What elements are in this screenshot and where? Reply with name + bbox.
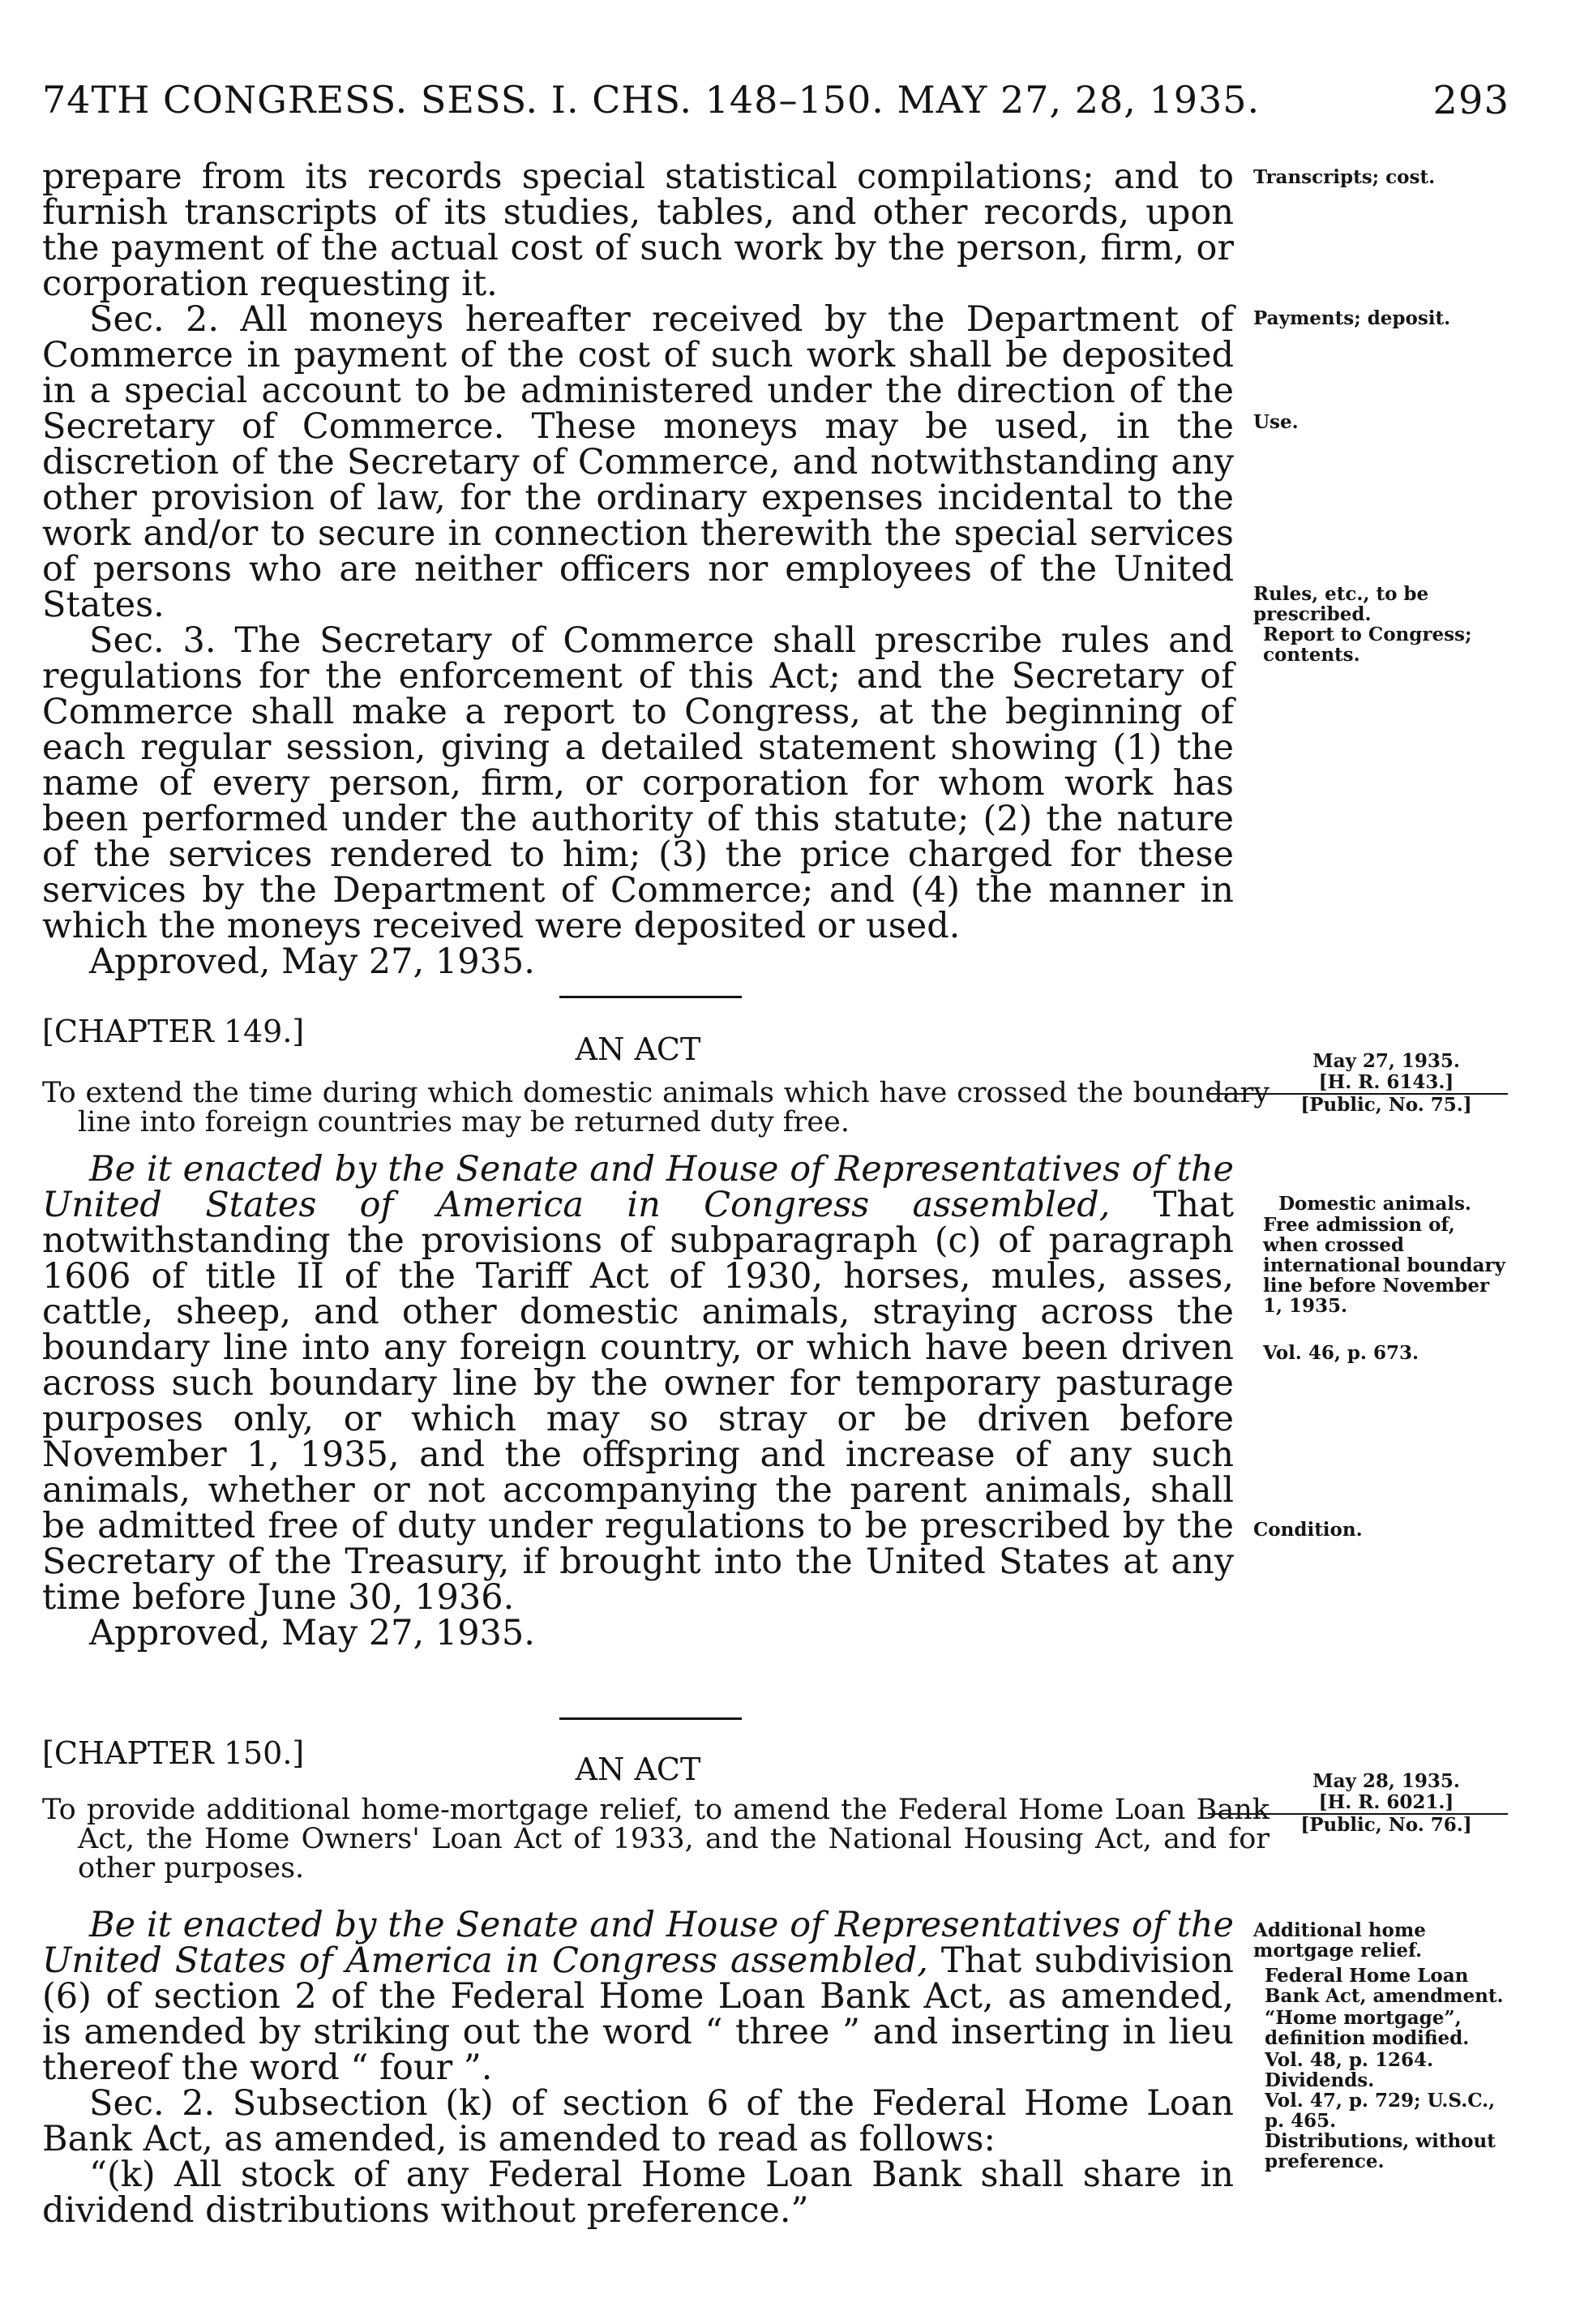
margin-note-dividends: Dividends. [1265, 2069, 1375, 2091]
chapter-150-title: To provide additional home-mortgage relief, to amend the Federal Home Loan Bank Act, the Home Owners' Loan Act of 1933, and the National Housing Act, and for other purposes. [42, 1794, 1270, 1884]
margin-note-additional-relief: Additional home mortgage relief. [1253, 1919, 1426, 1962]
chapter-150-date: May 28, 1935. [1312, 1770, 1460, 1792]
chapter-149-public-number: [Public, No. 75.] [1300, 1094, 1472, 1116]
chapter-150-body [42, 1905, 1234, 2231]
section-text-continued [42, 159, 1234, 980]
margin-note-home-mortgage: “Home mortgage”, definition modified. [1265, 2007, 1470, 2049]
chapter-150-act-heading: AN ACT [575, 1752, 701, 1787]
chapter-150-rule [559, 1717, 742, 1720]
chapter-150-sec-2: Sec. 2. Subsection (k) of section 6 of the Federal Home Loan Bank Act, as amended, is amended to read as follows: [42, 2083, 1234, 2159]
chapter-150-quoted-subsection: “(k) All stock of any Federal Home Loan Bank shall share in dividend distributions without preference.” [42, 2155, 1234, 2231]
chapter-149-title: To extend the time during which domestic animals which have crossed the boundary line into foreign countries may be returned duty free. [42, 1077, 1270, 1138]
margin-note-free-admission: Free admission of, when crossed international boundary line before November 1, 1935. [1263, 1214, 1505, 1317]
margin-note-fhlb-amendment: Federal Home Loan Bank Act, amendment. [1265, 1965, 1504, 2007]
margin-note-condition: Condition. [1253, 1519, 1363, 1541]
chapter-150-enacting-paragraph [42, 1907, 1234, 2086]
margin-note-report: Report to Congress; contents. [1263, 624, 1472, 666]
margin-note-domestic-animals: Domestic animals. [1278, 1193, 1471, 1215]
enacting-text: That notwithstanding the provisions of subparagraph (c) of paragraph 1606 of title II of the Tariff Act of 1930, horses, mules, asses, cattle, sheep, and other domestic animals, straying across the boundary line into any foreign country, or which have been driven across such boundary line by the owner for temporary pasturage purposes only, or which may so stray or be driven before November 1, 1935, and the offspring and increase of any such animals, whether or not accompanying the parent animals, shall be admitted free of duty under regulations to be prescribed by the Secretary of the Treasury, if brought into the United States at any time before June 30, 1936. [42, 1185, 1235, 1618]
chapter-150-bill-note [1265, 1771, 1508, 1836]
chapter-149-bill-number: [H. R. 6143.] [1208, 1072, 1508, 1095]
paragraph-sec-2: Sec. 2. All moneys hereafter received by the Department of Commerce in payment of the cost of such work shall be deposited in a special account to be administered under the direction of the Secretary of Commerce. These moneys may be used, in the discretion of the Secretary of Commerce, and notwithstanding any other provision of law, for the ordinary expenses incidental to the work and/or to secure in connection therewith the special services of persons who are neither officers nor employees of the United States. [42, 299, 1234, 625]
chapter-149-act-heading: AN ACT [575, 1031, 701, 1067]
chapter-149-approved: Approved, May 27, 1935. [89, 1613, 535, 1653]
chapter-149-date: May 27, 1935. [1312, 1050, 1460, 1072]
chapter-150-label: [CHAPTER 150.] [42, 1735, 305, 1771]
margin-note-payments: Payments; deposit. [1253, 307, 1451, 329]
margin-note-rules: Rules, etc., to be prescribed. [1253, 583, 1429, 625]
margin-note-vol-47: Vol. 47, p. 729; U.S.C., p. 465. [1265, 2090, 1496, 2132]
paragraph-transcripts: prepare from its records special statistical compilations; and to furnish transcripts of its studies, tables, and other records, upon the payment of the actual cost of such work by the person, firm, or corporation requesting it. [42, 157, 1234, 304]
page-number: 293 [1432, 78, 1509, 123]
chapter-150-public-number: [Public, No. 76.] [1300, 1814, 1472, 1836]
chapter-149-bill-note [1265, 1051, 1508, 1116]
chapter-149-rule [559, 996, 742, 998]
chapter-150-bill-number: [H. R. 6021.] [1208, 1792, 1508, 1815]
chapter-149-label: [CHAPTER 149.] [42, 1014, 305, 1049]
margin-note-use: Use. [1253, 411, 1299, 433]
margin-note-vol-48: Vol. 48, p. 1264. [1265, 2049, 1433, 2071]
chapter-149-body [42, 1151, 1234, 1651]
margin-note-distributions: Distributions, without preference. [1265, 2130, 1496, 2172]
paragraph-sec-3: Sec. 3. The Secretary of Commerce shall prescribe rules and regulations for the enforcement of this Act; and the Secretary of Commerce shall make a report to Congress, at the beginning of each regular session, giving a detailed statement showing (1) the name of every person, firm, or corporation for whom work has been performed under the authority of this statute; (2) the nature of the services rendered to him; (3) the price charged for these services by the Department of Commerce; and (4) the manner in which the moneys received were deposited or used. [42, 620, 1234, 946]
enacting-text: That subdivision (6) of section 2 of the Federal Home Loan Bank Act, as amended, is amended by striking out the word “ three ” and inserting in lieu thereof the word “ four ”. [42, 1940, 1234, 2088]
margin-note-vol-46: Vol. 46, p. 673. [1263, 1342, 1419, 1364]
enacting-clause: Be it enacted by the Senate and House of Representatives of the United States of America in Congress assembled, [42, 1149, 1234, 1225]
running-head-text: 74TH CONGRESS. SESS. I. CHS. 148–150. MAY 27, 28, 1935. [42, 78, 1261, 122]
margin-note-transcripts: Transcripts; cost. [1253, 166, 1436, 188]
enacting-clause: Be it enacted by the Senate and House of Representatives of the United States of America in Congress assembled, [42, 1905, 1234, 1981]
running-head [42, 78, 1509, 122]
approved-line: Approved, May 27, 1935. [89, 941, 535, 982]
chapter-149-enacting-paragraph [42, 1149, 1235, 1618]
